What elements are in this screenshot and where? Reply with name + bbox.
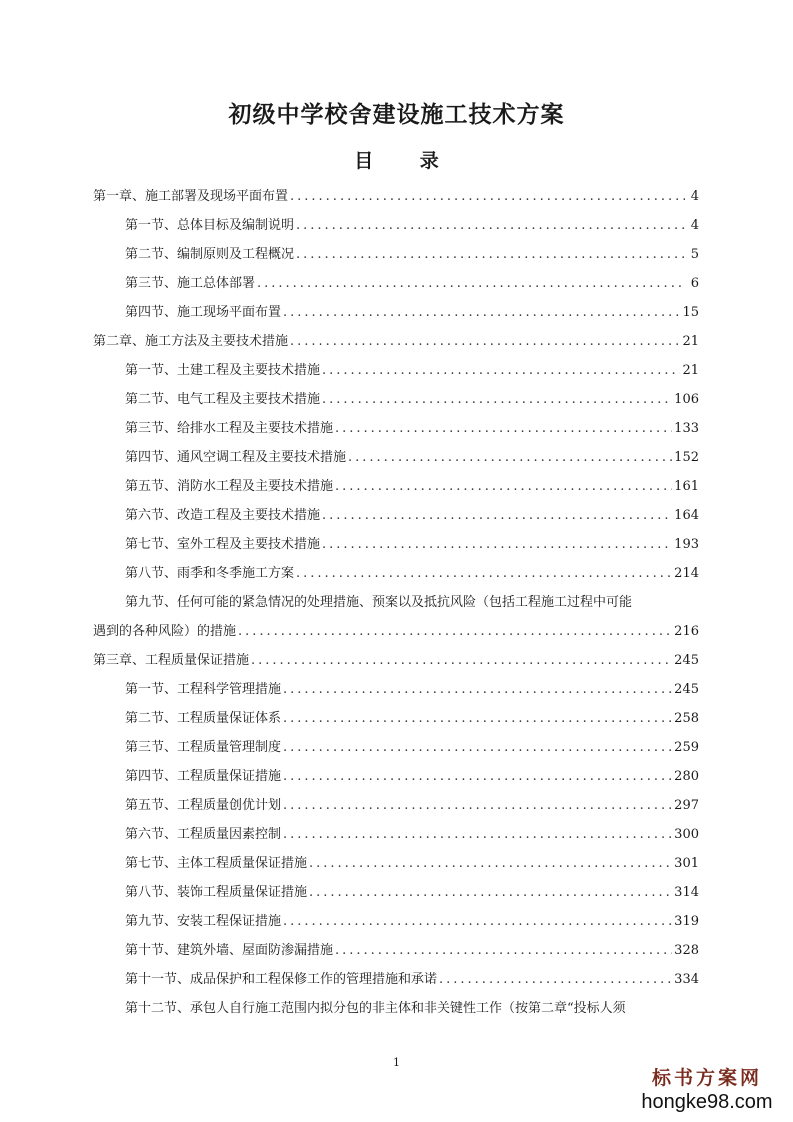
toc-leader-dots	[283, 733, 672, 762]
toc-entry-text: 第十一节、成品保护和工程保修工作的管理措施和承诺	[125, 972, 438, 987]
toc-leader-dots	[335, 472, 672, 501]
toc-page-number: 245	[674, 682, 699, 697]
toc-heading: 目 录	[354, 150, 459, 172]
toc-entry	[125, 443, 699, 472]
toc-leader-dots	[251, 646, 672, 675]
toc-leader-dots	[238, 617, 672, 646]
toc-page-number: 164	[674, 508, 699, 523]
toc-leader-dots	[290, 327, 680, 356]
toc-leader-dots	[283, 675, 672, 704]
toc-page-number: 334	[674, 972, 699, 987]
toc-entry-text: 第一章、施工部署及现场平面布置	[93, 189, 289, 204]
toc-entry-text: 第七节、主体工程质量保证措施	[125, 856, 308, 871]
toc-entry	[125, 994, 699, 1023]
toc-entry-text: 第一节、总体目标及编制说明	[125, 218, 295, 233]
toc-leader-dots	[290, 182, 685, 211]
toc-entry	[125, 414, 699, 443]
toc-page-number: 216	[674, 624, 699, 639]
toc-entry-text: 遇到的各种风险）的措施	[93, 624, 237, 639]
toc-entry	[125, 704, 699, 733]
toc-entry	[125, 530, 699, 559]
toc-leader-dots	[322, 356, 680, 385]
toc-entry-text: 第十二节、承包人自行施工范围内拟分包的非主体和非关键性工作（按第二章“投标人须	[125, 1001, 626, 1016]
toc-entry	[93, 327, 699, 356]
toc-leader-dots	[348, 443, 672, 472]
toc-page-number: 6	[690, 276, 699, 291]
watermark-logo	[637, 1066, 777, 1114]
toc-entry	[125, 298, 699, 327]
toc-leader-dots	[309, 849, 672, 878]
toc-entry	[93, 646, 699, 675]
toc-page-number: 133	[674, 421, 699, 436]
toc-page-number: 328	[674, 943, 699, 958]
toc-entry	[125, 559, 699, 588]
toc-entry-text: 第二节、编制原则及工程概况	[125, 247, 295, 262]
toc-entry	[125, 356, 699, 385]
toc-entry-text: 第三节、给排水工程及主要技术措施	[125, 421, 334, 436]
toc-page-number: 152	[674, 450, 699, 465]
toc-page-number: 161	[674, 479, 699, 494]
toc-page-number: 4	[690, 189, 699, 204]
toc-entry	[125, 385, 699, 414]
toc-entry-text: 第九节、任何可能的紧急情况的处理措施、预案以及抵抗风险（包括工程施工过程中可能	[125, 595, 633, 610]
toc-page-number: 106	[674, 392, 699, 407]
toc-entry-text: 第三章、工程质量保证措施	[93, 653, 250, 668]
toc-entry-text: 第四节、工程质量保证措施	[125, 769, 282, 784]
toc-entry-text: 第四节、通风空调工程及主要技术措施	[125, 450, 347, 465]
toc-leader-dots	[322, 385, 672, 414]
toc-entry-continuation	[93, 617, 699, 646]
toc-leader-dots	[283, 298, 680, 327]
toc-entry-text: 第三节、工程质量管理制度	[125, 740, 282, 755]
toc-entry-text: 第一节、工程科学管理措施	[125, 682, 282, 697]
toc-leader-dots	[257, 269, 685, 298]
toc-entry-text: 第五节、消防水工程及主要技术措施	[125, 479, 334, 494]
toc-entry	[125, 791, 699, 820]
toc-leader-dots	[283, 820, 672, 849]
toc-entry	[125, 849, 699, 878]
toc-entry	[125, 733, 699, 762]
toc-leader-dots	[296, 240, 685, 269]
toc-leader-dots	[335, 414, 672, 443]
toc-page-number: 300	[674, 827, 699, 842]
toc-leader-dots	[283, 791, 672, 820]
toc-entry	[125, 240, 699, 269]
toc-entry-text: 第三节、施工总体部署	[125, 276, 256, 291]
toc-leader-dots	[283, 907, 672, 936]
toc-page-number: 4	[690, 218, 699, 233]
toc-entry-text: 第八节、装饰工程质量保证措施	[125, 885, 308, 900]
toc-page-number: 5	[690, 247, 699, 262]
toc-leader-dots	[283, 704, 672, 733]
watermark-cn: 标书方案网	[651, 1067, 762, 1089]
toc-page-number: 319	[674, 914, 699, 929]
toc-page-number: 297	[674, 798, 699, 813]
toc-entry	[125, 762, 699, 791]
toc-entry	[125, 211, 699, 240]
toc-entry-text: 第一节、土建工程及主要技术措施	[125, 363, 321, 378]
document-title: 初级中学校舍建设施工技术方案	[228, 101, 565, 128]
toc-entry	[125, 269, 699, 298]
toc-entry	[125, 501, 699, 530]
toc-entry-text: 第八节、雨季和冬季施工方案	[125, 566, 295, 581]
toc-entry	[125, 907, 699, 936]
table-of-contents	[93, 182, 699, 1023]
toc-entry	[125, 675, 699, 704]
toc-entry-text: 第四节、施工现场平面布置	[125, 305, 282, 320]
toc-page-number: 245	[674, 653, 699, 668]
toc-entry	[125, 936, 699, 965]
toc-page-number: 21	[682, 363, 699, 378]
toc-leader-dots	[283, 762, 672, 791]
toc-leader-dots	[322, 530, 672, 559]
toc-page-number: 193	[674, 537, 699, 552]
toc-entry	[125, 472, 699, 501]
toc-leader-dots	[296, 559, 672, 588]
toc-page-number: 280	[674, 769, 699, 784]
toc-entry-text: 第十节、建筑外墙、屋面防渗漏措施	[125, 943, 334, 958]
toc-entry-text: 第五节、工程质量创优计划	[125, 798, 282, 813]
toc-page-number: 15	[682, 305, 699, 320]
page-number: 1	[393, 1056, 400, 1069]
toc-entry-text: 第六节、工程质量因素控制	[125, 827, 282, 842]
toc-entry	[125, 588, 699, 617]
toc-entry-text: 第七节、室外工程及主要技术措施	[125, 537, 321, 552]
toc-entry-text: 第二节、电气工程及主要技术措施	[125, 392, 321, 407]
toc-entry	[93, 182, 699, 211]
toc-page-number: 214	[674, 566, 699, 581]
toc-page-number: 314	[674, 885, 699, 900]
toc-leader-dots	[309, 878, 672, 907]
toc-entry	[125, 878, 699, 907]
toc-page-number: 301	[674, 856, 699, 871]
toc-entry	[125, 965, 699, 994]
toc-entry	[125, 820, 699, 849]
toc-entry-text: 第六节、改造工程及主要技术措施	[125, 508, 321, 523]
toc-entry-text: 第二节、工程质量保证体系	[125, 711, 282, 726]
toc-entry-text: 第二章、施工方法及主要技术措施	[93, 334, 289, 349]
toc-leader-dots	[335, 936, 672, 965]
toc-leader-dots	[296, 211, 685, 240]
toc-page-number: 258	[674, 711, 699, 726]
toc-page-number: 21	[682, 334, 699, 349]
watermark-en: hongke98.com	[641, 1091, 773, 1113]
toc-leader-dots	[322, 501, 672, 530]
toc-page-number: 259	[674, 740, 699, 755]
toc-entry-text: 第九节、安装工程保证措施	[125, 914, 282, 929]
toc-leader-dots	[439, 965, 672, 994]
